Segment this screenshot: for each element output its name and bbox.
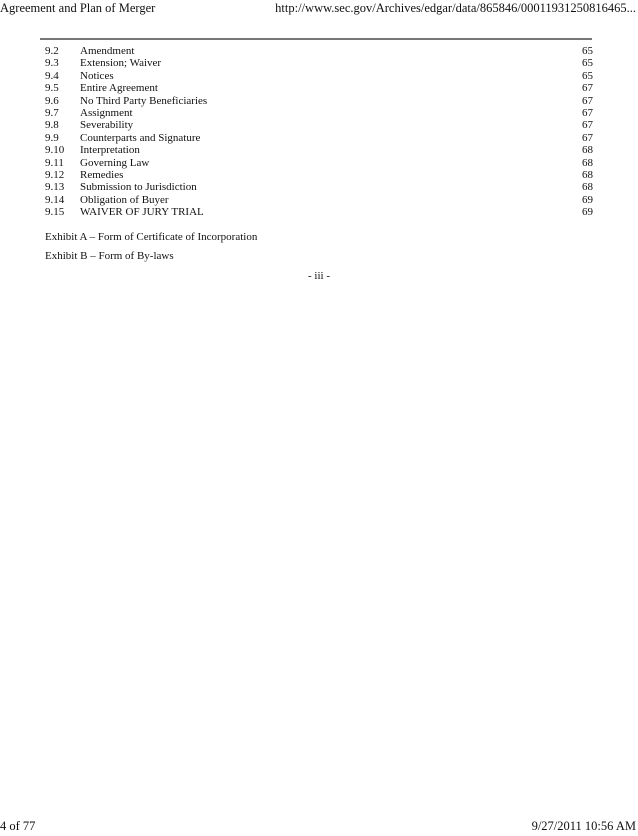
toc-section-title: Counterparts and Signature [80,131,201,144]
toc-section-title: Obligation of Buyer [80,193,169,206]
toc-row [45,95,595,107]
toc-row [45,194,595,206]
toc-page-number: 68 [582,181,593,194]
toc-section-number: 9.13 [45,181,65,194]
table-of-contents [45,45,595,218]
toc-section-title: WAIVER OF JURY TRIAL [80,206,204,219]
toc-row [45,169,595,181]
toc-section-title: Entire Agreement [80,82,158,95]
toc-section-number: 9.4 [45,69,59,82]
toc-section-number: 9.5 [45,82,59,95]
print-timestamp: 9/27/2011 10:56 AM [531,819,636,833]
toc-section-number: 9.8 [45,119,59,132]
toc-page-number: 67 [582,119,593,132]
toc-page-number: 65 [582,69,593,82]
toc-page-number: 67 [582,131,593,144]
toc-section-number: 9.11 [45,156,64,169]
toc-row [45,132,595,144]
toc-row [45,181,595,193]
toc-section-title: Assignment [80,106,133,119]
toc-section-title: Remedies [80,168,124,181]
toc-row [45,70,595,82]
toc-section-number: 9.12 [45,168,65,181]
toc-section-number: 9.15 [45,206,65,219]
toc-row [45,57,595,69]
toc-section-title: Extension; Waiver [80,57,162,70]
toc-row [45,119,595,131]
toc-section-title: Notices [80,69,114,82]
toc-page-number: 69 [582,206,593,219]
toc-page-number: 69 [582,193,593,206]
toc-section-number: 9.6 [45,94,59,107]
toc-page-number: 67 [582,82,593,95]
toc-section-number: 9.2 [45,45,59,57]
toc-row [45,144,595,156]
browser-print-url[interactable]: http://www.sec.gov/Archives/edgar/data/865846/00011931250816465... [275,1,636,15]
toc-section-number: 9.9 [45,131,59,144]
horizontal-rule [40,38,592,40]
exhibit-b-entry: Exhibit B – Form of By-laws [45,250,174,262]
toc-section-title: Governing Law [80,156,150,169]
toc-row [45,82,595,94]
toc-page-number: 68 [582,144,593,157]
toc-row [45,206,595,218]
toc-page-number: 67 [582,94,593,107]
toc-section-number: 9.14 [45,193,65,206]
exhibit-a-entry: Exhibit A – Form of Certificate of Incorporation [45,231,258,243]
toc-section-title: No Third Party Beneficiaries [80,94,208,107]
page-number-marker: - iii - [308,270,330,282]
toc-row [45,107,595,119]
toc-section-number: 9.10 [45,144,65,157]
toc-page-number: 67 [582,106,593,119]
toc-section-number: 9.7 [45,106,59,119]
toc-section-title: Submission to Jurisdiction [80,181,197,194]
toc-section-number: 9.3 [45,57,59,70]
toc-row [45,157,595,169]
toc-page-number: 65 [582,57,593,70]
browser-print-title: Agreement and Plan of Merger [0,1,156,15]
toc-section-title: Interpretation [80,144,140,157]
toc-page-number: 65 [582,45,593,57]
toc-page-number: 68 [582,168,593,181]
toc-row [45,45,595,57]
toc-section-title: Amendment [80,45,135,57]
print-page-count: 4 of 77 [0,819,36,833]
toc-page-number: 68 [582,156,593,169]
toc-section-title: Severability [80,119,134,132]
